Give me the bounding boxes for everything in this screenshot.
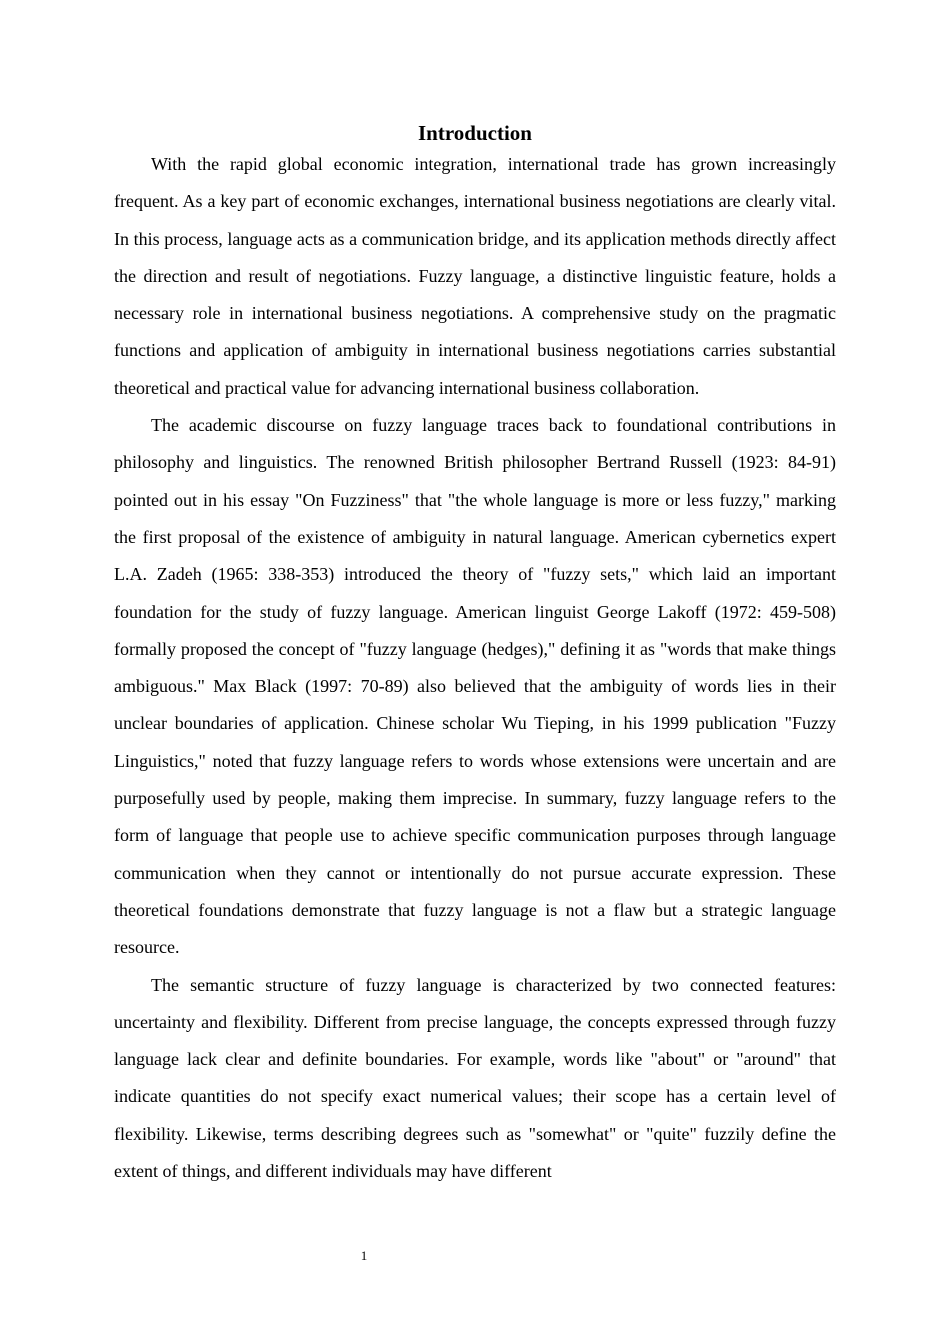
- paragraph-1: With the rapid global economic integration, international trade has grown increasingly frequent. As a key part of economic exchanges, international business negotiations are clearly vital. In this process, language acts as a communication bridge, and its application methods directly affect the direction and result of negotiations. Fuzzy language, a distinctive linguistic feature, holds a necessary role in international business negotiations. A comprehensive study on the pragmatic functions and application of ambiguity in international business negotiations carries substantial theoretical and practical value for advancing international business collaboration.: [114, 154, 836, 398]
- paragraph-2: The academic discourse on fuzzy language traces back to foundational contributions in philosophy and linguistics. The renowned British philosopher Bertrand Russell (1923: 84-91) pointed out in his essay "On Fuzziness" that "the whole language is more or less fuzzy," marking the first proposal of the existence of ambiguity in natural language. American cybernetics expert L.A. Zadeh (1965: 338-353) introduced the theory of "fuzzy sets," which laid an important foundation for the study of fuzzy language. American linguist George Lakoff (1972: 459-508) formally proposed the concept of "fuzzy language (hedges)," defining it as "words that make things ambiguous." Max Black (1997: 70-89) also believed that the ambiguity of words lies in their unclear boundaries of application. Chinese scholar Wu Tieping, in his 1999 publication "Fuzzy Linguistics," noted that fuzzy language refers to words whose extensions were uncertain and are purposefully used by people, making them imprecise. In summary, fuzzy language refers to the form of language that people use to achieve specific communication purposes through language communication when they cannot or intentionally do not pursue accurate expression. These theoretical foundations demonstrate that fuzzy language is not a flaw but a strategic language resource.: [114, 415, 836, 958]
- section-title: Introduction: [418, 121, 532, 145]
- paragraph-3: The semantic structure of fuzzy language is characterized by two connected features: uncertainty and flexibility. Different from precise language, the concepts expressed through fuzzy language lack clear and definite boundaries. For example, words like "about" or "around" that indicate quantities do not specify exact numerical values; their scope has a certain level of flexibility. Likewise, terms describing degrees such as "somewhat" or "quite" fuzzily define the extent of things, and different individuals may have different: [114, 974, 836, 1182]
- page-number: 1: [360, 1248, 368, 1263]
- body-text: [114, 146, 836, 1190]
